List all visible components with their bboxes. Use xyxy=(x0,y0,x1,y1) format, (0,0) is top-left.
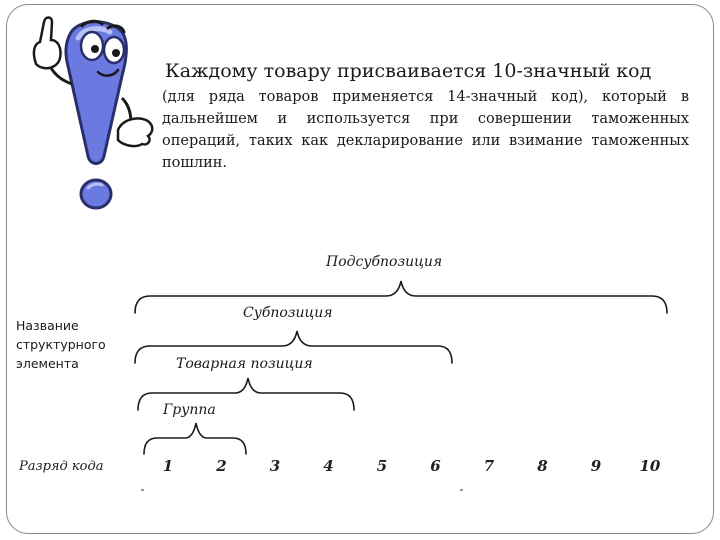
code-digit: 1 xyxy=(162,457,174,475)
tick-mark-right xyxy=(460,489,463,491)
exclamation-mascot-icon xyxy=(18,6,158,216)
level-label-subsubposition: Подсубпозиция xyxy=(326,254,443,270)
code-digit: 3 xyxy=(269,457,281,475)
code-digit: 10 xyxy=(639,457,661,475)
tick-mark-left xyxy=(141,489,144,491)
left-label-code-digit: Разряд кода xyxy=(19,459,104,474)
code-digit: 4 xyxy=(323,457,334,475)
level-label-heading: Товарная позиция xyxy=(176,356,313,372)
code-digit: 7 xyxy=(483,457,495,475)
left-label-element-name: Название структурного элемента xyxy=(16,318,106,371)
code-digit: 6 xyxy=(430,457,441,475)
code-digit: 2 xyxy=(216,457,227,475)
code-digit: 5 xyxy=(376,457,388,475)
level-label-group: Группа xyxy=(163,402,216,418)
body-text: (для ряда товаров применяется 14-значный код), который в дальнейшем и используется при совершении таможенных операций, таких как декларирование или взимание таможенных пошлин. xyxy=(162,89,689,171)
code-digit: 9 xyxy=(590,457,602,475)
code-digit: 8 xyxy=(537,457,548,475)
headline: Каждому товару присваивается 10-значный код xyxy=(165,60,652,82)
level-label-subposition: Субпозиция xyxy=(243,305,333,321)
